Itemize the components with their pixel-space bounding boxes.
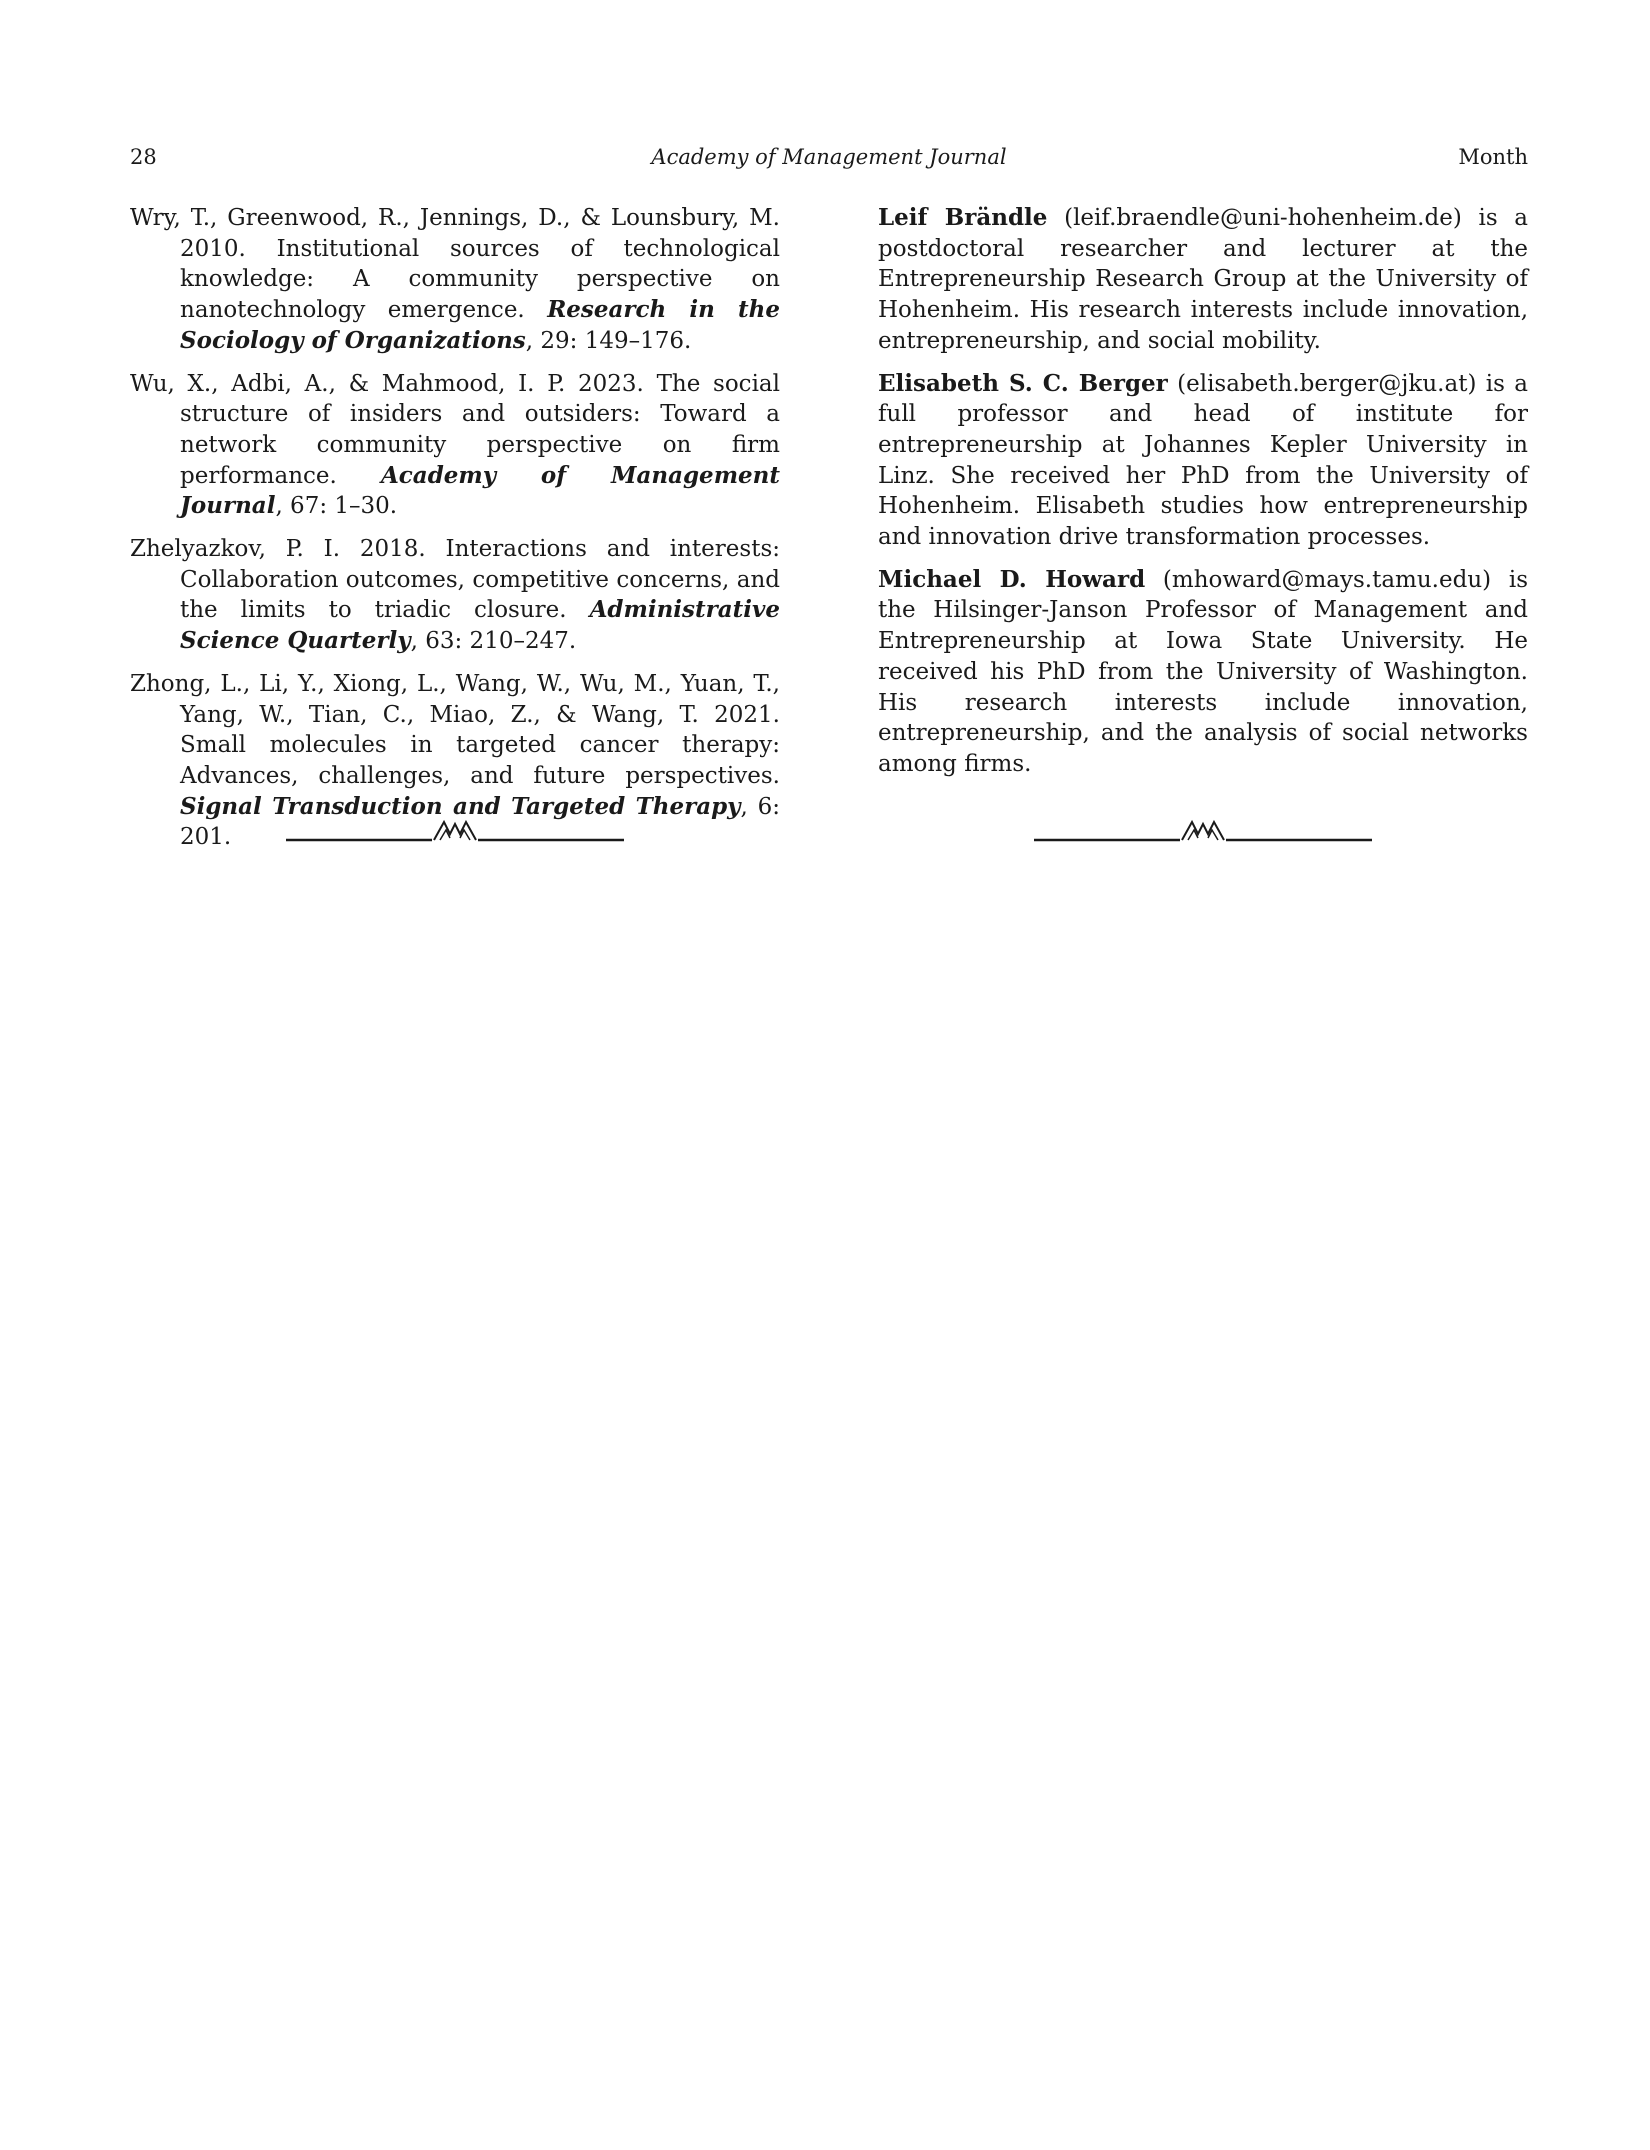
reference-text: Wry, T., Greenwood, R., Jennings, D., & Lounsbury, M. 2010. Institutional sources of technological knowledge: A community perspective on nanotechnology emergence. — [130, 205, 780, 324]
aom-logo-divider-icon — [286, 818, 624, 844]
reference-volume: , 29: 149–176. — [525, 327, 692, 354]
reference-text: Zhelyazkov, P. I. 2018. Interactions and interests: Collaboration outcomes, competitive concerns, and the limits to triadic closure. — [130, 536, 780, 624]
reference-volume: , 63: 210–247. — [410, 628, 577, 655]
author-bio — [878, 565, 1528, 780]
author-bio-text: (leif.braendle@uni-hohenheim.de) is a postdoctoral researcher and lecturer at the Entrepreneurship Research Group at the University of Hohenheim. His research interests include innovation, entrepreneurship, and social mobility. — [878, 205, 1528, 354]
author-name: Elisabeth S. C. Berger — [878, 369, 1168, 397]
reference-journal: Academy of Management Journal — [180, 461, 781, 520]
author-bio — [878, 203, 1528, 357]
author-bios-column — [878, 203, 1528, 792]
author-name: Leif Brändle — [878, 204, 1048, 231]
reference-entry — [130, 203, 780, 357]
running-head — [130, 142, 1528, 172]
references-column — [130, 203, 780, 865]
reference-entry — [130, 534, 780, 657]
reference-volume: , 67: 1–30. — [275, 493, 398, 520]
reference-journal: Signal Transduction and Targeted Therapy — [180, 792, 741, 820]
author-bio — [878, 369, 1528, 553]
reference-text: Wu, X., Adbi, A., & Mahmood, I. P. 2023. The social structure of insiders and outsiders: Toward a network community perspective on firm performance. — [130, 370, 780, 489]
author-bio-text: (elisabeth.berger@jku.at) is a full professor and head of institute for entrepreneurship at Johannes Kepler University in Linz. She received her PhD from the University of Hohenheim. Elisabeth studies how entrepreneurship and innovation drive transformation processes. — [878, 370, 1528, 551]
journal-title: Academy of Management Journal — [651, 145, 1007, 169]
reference-entry — [130, 369, 780, 523]
issue-month: Month — [1458, 145, 1528, 169]
reference-text: Zhong, L., Li, Y., Xiong, L., Wang, W., Wu, M., Yuan, T., Yang, W., Tian, C., Miao, Z., & Wang, T. 2021. Small molecules in targeted cancer therapy: Advances, challenges, and future perspectives. — [130, 670, 780, 789]
reference-journal: Research in the Sociology of Organizations — [180, 296, 780, 354]
page-number: 28 — [130, 145, 157, 169]
reference-journal: Administrative Science Quarterly — [180, 596, 780, 655]
reference-volume: , 6: 201. — [180, 793, 780, 851]
aom-logo-divider-icon — [1034, 818, 1372, 844]
author-bio-text: (mhoward@mays.tamu.edu) is the Hilsinger-Janson Professor of Management and Entrepreneurship at Iowa State University. He received his PhD from the University of Washington. His research interests include innovation, entrepreneurship, and the analysis of social networks among firms. — [878, 566, 1528, 777]
author-name: Michael D. Howard — [878, 565, 1146, 593]
